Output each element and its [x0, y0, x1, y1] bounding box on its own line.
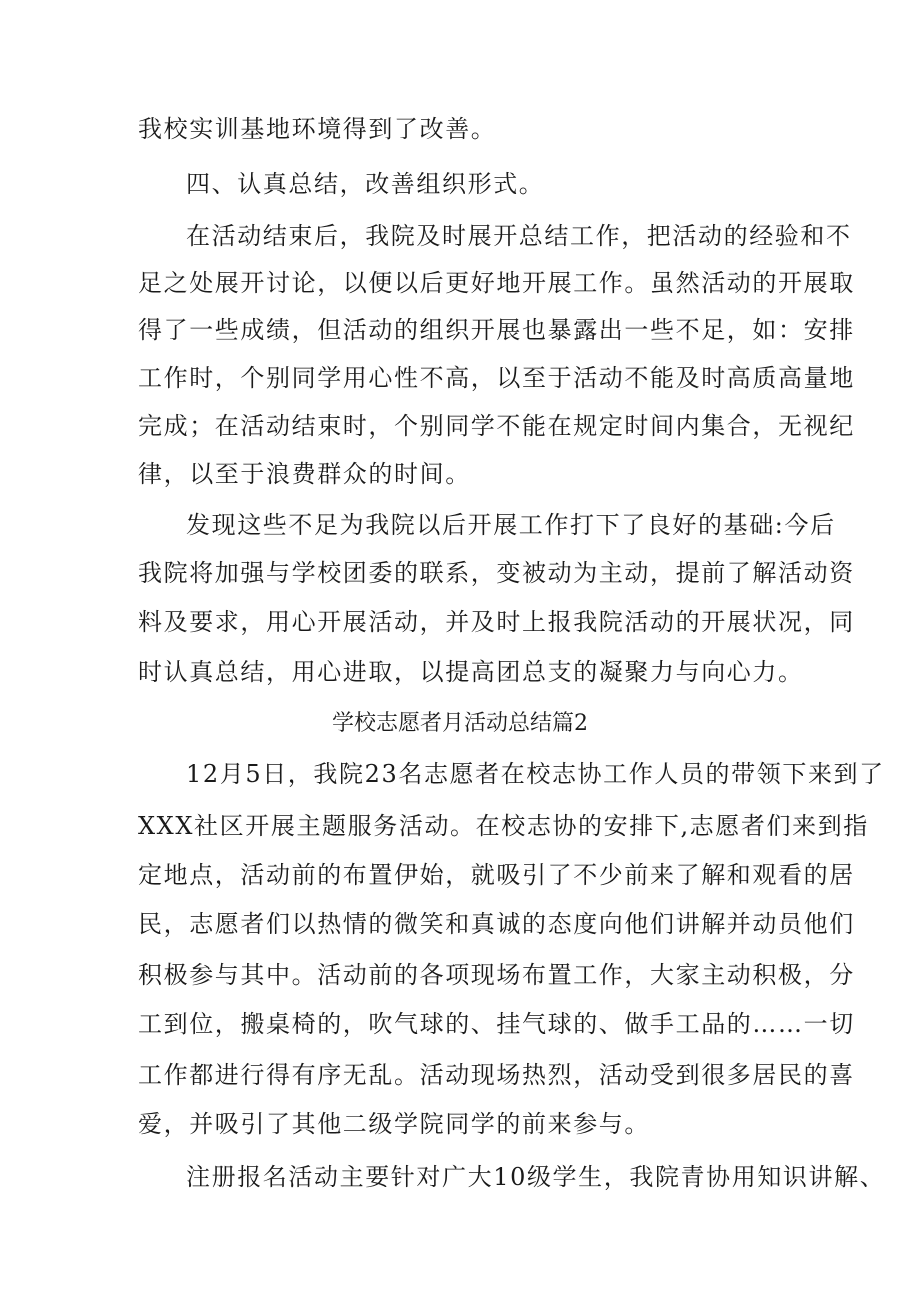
paragraph-line: 我院将加强与学校团委的联系，变被动为主动，提前了解活动资: [138, 559, 855, 587]
paragraph-line: 工作时，个别同学用心性不高，以至于活动不能及时高质高量地: [138, 364, 855, 392]
paragraph-line: 律，以至于浪费群众的时间。: [138, 460, 471, 488]
paragraph-line: XXX社区开展主题服务活动。在校志协的安排下,志愿者们来到指: [138, 812, 869, 840]
paragraph-line: 足之处展开讨论，以便以后更好地开展工作。虽然活动的开展取: [138, 269, 855, 297]
paragraph-line: 12月5日，我院23名志愿者在校志协工作人员的带领下来到了: [186, 760, 885, 788]
section-heading: 四、认真总结，改善组织形式。: [186, 170, 545, 198]
paragraph-line: 定地点，活动前的布置伊始，就吸引了不少前来了解和观看的居: [138, 861, 855, 889]
paragraph-line: 积极参与其中。活动前的各项现场布置工作，大家主动积极，分: [138, 961, 855, 989]
article-title: 学校志愿者月活动总结篇2: [332, 711, 588, 736]
paragraph-line: 我校实训基地环境得到了改善。: [138, 115, 497, 143]
paragraph-line: 发现这些不足为我院以后开展工作打下了良好的基础:今后: [186, 511, 836, 539]
paragraph-line: 民，志愿者们以热情的微笑和真诚的态度向他们讲解并动员他们: [138, 910, 855, 938]
paragraph-line: 料及要求，用心开展活动，并及时上报我院活动的开展状况，同: [138, 608, 855, 636]
paragraph-line: 注册报名活动主要针对广大10级学生，我院青协用知识讲解、: [186, 1163, 886, 1191]
paragraph-line: 工到位，搬桌椅的，吹气球的、挂气球的、做手工品的……一切: [138, 1010, 855, 1038]
paragraph-line: 工作都进行得有序无乱。活动现场热烈，活动受到很多居民的喜: [138, 1061, 855, 1089]
paragraph-line: 时认真总结，用心进取，以提高团总支的凝聚力与向心力。: [138, 658, 804, 686]
paragraph-line: 得了一些成绩，但活动的组织开展也暴露出一些不足，如：安排: [138, 316, 855, 344]
paragraph-line: 爱，并吸引了其他二级学院同学的前来参与。: [138, 1110, 650, 1138]
paragraph-line: 在活动结束后，我院及时展开总结工作，把活动的经验和不: [186, 222, 852, 250]
paragraph-line: 完成；在活动结束时，个别同学不能在规定时间内集合，无视纪: [138, 412, 855, 440]
